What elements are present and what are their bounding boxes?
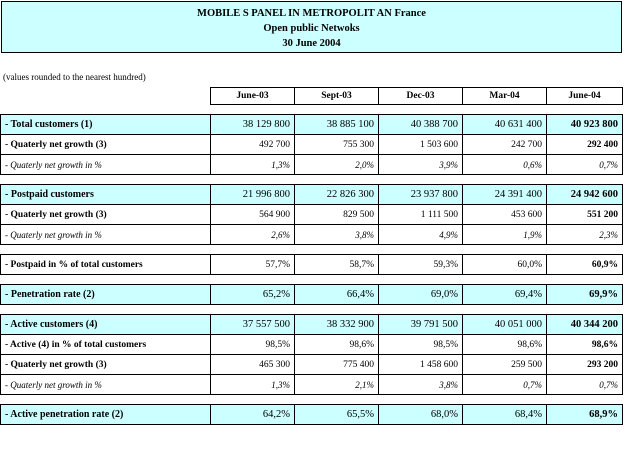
value-cell: 38 885 100 xyxy=(295,115,379,135)
value-cell: 66,4% xyxy=(295,285,379,305)
value-cell-latest: 68,9% xyxy=(547,405,623,425)
row-label: - Postpaid in % of total customers xyxy=(1,255,211,275)
rounding-note: (values rounded to the nearest hundred) xyxy=(3,72,146,82)
value-cell-latest: 0,7% xyxy=(547,155,623,175)
spacer-row xyxy=(1,175,623,185)
value-cell: 1 503 600 xyxy=(379,135,463,155)
report-title-box xyxy=(1,1,622,53)
row-label: - Total customers (1) xyxy=(1,115,211,135)
value-cell: 3,8% xyxy=(295,225,379,245)
spacer-row xyxy=(1,305,623,315)
value-cell: 98,6% xyxy=(463,335,547,355)
value-cell: 40 631 400 xyxy=(463,115,547,135)
value-cell: 775 400 xyxy=(295,355,379,375)
row-label: - Quaterly net growth (3) xyxy=(1,135,211,155)
value-cell: 21 996 800 xyxy=(211,185,295,205)
value-cell: 242 700 xyxy=(463,135,547,155)
spacer-cell xyxy=(1,105,623,115)
value-cell: 1 111 500 xyxy=(379,205,463,225)
value-cell: 829 500 xyxy=(295,205,379,225)
row-label: - Penetration rate (2) xyxy=(1,285,211,305)
report-subtitle: Open public Netwoks xyxy=(263,23,360,34)
value-cell: 2,6% xyxy=(211,225,295,245)
row-label: - Active customers (4) xyxy=(1,315,211,335)
value-cell: 38 129 800 xyxy=(211,115,295,135)
spacer-cell xyxy=(1,395,623,405)
value-cell: 64,2% xyxy=(211,405,295,425)
value-cell: 0,6% xyxy=(463,155,547,175)
value-cell-latest: 2,3% xyxy=(547,225,623,245)
value-cell: 1,3% xyxy=(211,375,295,395)
spacer-cell xyxy=(1,275,623,285)
value-cell: 69,4% xyxy=(463,285,547,305)
value-cell-latest: 40 923 800 xyxy=(547,115,623,135)
report-title: MOBILE S PANEL IN METROPOLIT AN France xyxy=(197,8,426,19)
value-cell-latest: 60,9% xyxy=(547,255,623,275)
value-cell: 3,8% xyxy=(379,375,463,395)
table-row xyxy=(1,355,623,375)
value-cell: 453 600 xyxy=(463,205,547,225)
section-row xyxy=(1,285,623,305)
value-cell: 0,7% xyxy=(463,375,547,395)
spacer-cell xyxy=(1,245,623,255)
section-row xyxy=(1,405,623,425)
value-cell: 1,9% xyxy=(463,225,547,245)
value-cell: 57,7% xyxy=(211,255,295,275)
value-cell: 492 700 xyxy=(211,135,295,155)
column-header: June-03 xyxy=(211,88,295,105)
table-row xyxy=(1,205,623,225)
spacer-row xyxy=(1,105,623,115)
value-cell: 3,9% xyxy=(379,155,463,175)
statistics-table xyxy=(0,87,623,425)
column-header: June-04 xyxy=(547,88,623,105)
value-cell: 58,7% xyxy=(295,255,379,275)
value-cell: 755 300 xyxy=(295,135,379,155)
value-cell-latest: 69,9% xyxy=(547,285,623,305)
header-spacer xyxy=(1,88,211,105)
value-cell: 2,1% xyxy=(295,375,379,395)
value-cell-latest: 24 942 600 xyxy=(547,185,623,205)
value-cell: 259 500 xyxy=(463,355,547,375)
row-label: - Quaterly net growth in % xyxy=(1,375,211,395)
value-cell: 23 937 800 xyxy=(379,185,463,205)
value-cell: 98,6% xyxy=(295,335,379,355)
boxed-row xyxy=(1,255,623,275)
row-label: - Active (4) in % of total customers xyxy=(1,335,211,355)
section-row xyxy=(1,315,623,335)
value-cell: 98,5% xyxy=(211,335,295,355)
value-cell: 4,9% xyxy=(379,225,463,245)
value-cell: 68,0% xyxy=(379,405,463,425)
report-date: 30 June 2004 xyxy=(282,38,341,49)
value-cell: 59,3% xyxy=(379,255,463,275)
value-cell: 40 051 000 xyxy=(463,315,547,335)
value-cell: 465 300 xyxy=(211,355,295,375)
value-cell: 24 391 400 xyxy=(463,185,547,205)
column-header: Sept-03 xyxy=(295,88,379,105)
value-cell: 68,4% xyxy=(463,405,547,425)
section-row xyxy=(1,185,623,205)
growth-percent-row xyxy=(1,375,623,395)
value-cell: 2,0% xyxy=(295,155,379,175)
value-cell: 1 458 600 xyxy=(379,355,463,375)
growth-percent-row xyxy=(1,225,623,245)
spacer-cell xyxy=(1,305,623,315)
value-cell: 1,3% xyxy=(211,155,295,175)
row-label: - Quaterly net growth in % xyxy=(1,225,211,245)
row-label: - Quaterly net growth (3) xyxy=(1,205,211,225)
value-cell-latest: 292 400 xyxy=(547,135,623,155)
spacer-row xyxy=(1,395,623,405)
table-row xyxy=(1,335,623,355)
column-header: Mar-04 xyxy=(463,88,547,105)
column-header-row xyxy=(1,88,623,105)
value-cell: 37 557 500 xyxy=(211,315,295,335)
row-label: - Quaterly net growth (3) xyxy=(1,355,211,375)
value-cell: 564 900 xyxy=(211,205,295,225)
value-cell-latest: 40 344 200 xyxy=(547,315,623,335)
row-label: - Postpaid customers xyxy=(1,185,211,205)
value-cell: 98,5% xyxy=(379,335,463,355)
row-label: - Quaterly net growth in % xyxy=(1,155,211,175)
spacer-cell xyxy=(1,175,623,185)
row-label: - Active penetration rate (2) xyxy=(1,405,211,425)
value-cell: 40 388 700 xyxy=(379,115,463,135)
value-cell: 22 826 300 xyxy=(295,185,379,205)
value-cell: 38 332 900 xyxy=(295,315,379,335)
table-row xyxy=(1,135,623,155)
spacer-row xyxy=(1,245,623,255)
spacer-row xyxy=(1,275,623,285)
value-cell-latest: 98,6% xyxy=(547,335,623,355)
value-cell: 60,0% xyxy=(463,255,547,275)
section-row xyxy=(1,115,623,135)
growth-percent-row xyxy=(1,155,623,175)
value-cell: 39 791 500 xyxy=(379,315,463,335)
column-header: Dec-03 xyxy=(379,88,463,105)
value-cell: 65,2% xyxy=(211,285,295,305)
value-cell-latest: 551 200 xyxy=(547,205,623,225)
value-cell: 69,0% xyxy=(379,285,463,305)
value-cell-latest: 293 200 xyxy=(547,355,623,375)
value-cell-latest: 0,7% xyxy=(547,375,623,395)
value-cell: 65,5% xyxy=(295,405,379,425)
